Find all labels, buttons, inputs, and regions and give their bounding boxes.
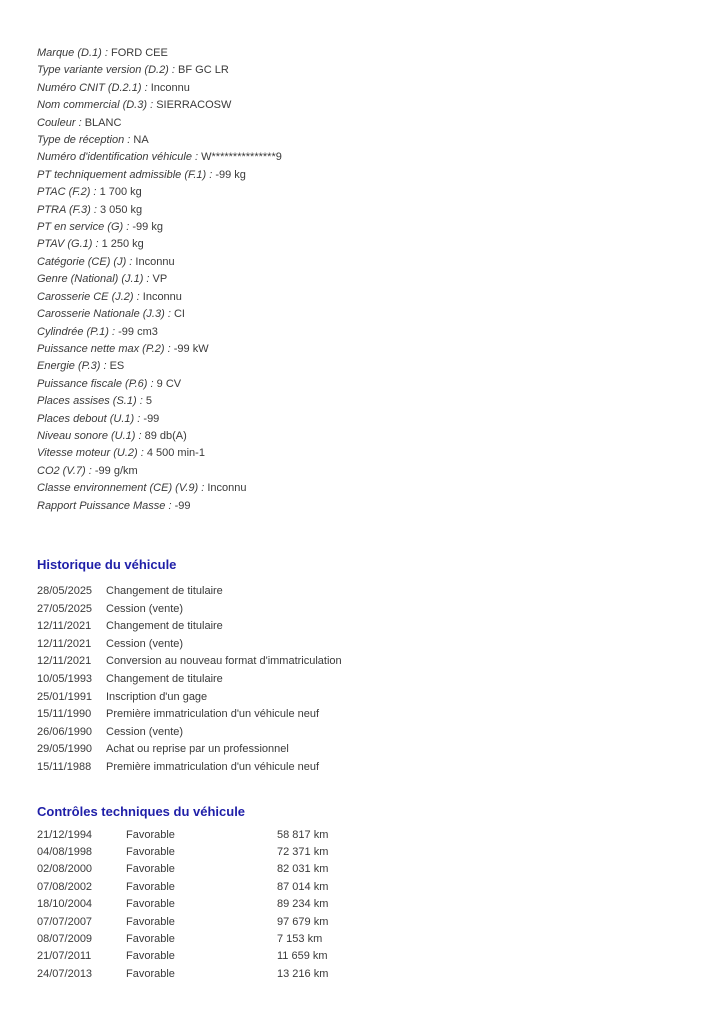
inspection-row	[37, 861, 708, 878]
spec-line	[37, 498, 708, 515]
spec-value: BF GC LR	[178, 64, 229, 77]
inspection-row	[37, 931, 708, 948]
spec-label: PTRA (F.3) :	[37, 203, 97, 216]
spec-value: -99 cm3	[118, 325, 158, 338]
spec-line	[37, 202, 708, 219]
inspection-km: 89 234 km	[277, 898, 329, 911]
spec-value: Inconnu	[150, 81, 190, 94]
spec-value: CI	[173, 308, 185, 321]
inspection-result: Favorable	[126, 863, 175, 876]
spec-value: 1 250 kg	[101, 238, 144, 251]
inspection-date: 08/07/2009	[37, 932, 93, 945]
history-row	[37, 583, 708, 601]
history-row	[37, 689, 708, 707]
spec-line	[37, 167, 708, 184]
vehicle-specs-section	[37, 45, 708, 515]
inspection-km: 87 014 km	[277, 880, 329, 893]
spec-label: PT techniquement admissible (F.1) :	[37, 168, 213, 181]
spec-line	[37, 271, 708, 288]
history-row	[37, 636, 708, 654]
inspection-result: Favorable	[126, 932, 175, 945]
spec-value: 3 050 kg	[99, 203, 143, 216]
spec-label: Classe environnement (CE) (V.9) :	[37, 482, 205, 495]
spec-label: Numéro CNIT (D.2.1) :	[37, 81, 148, 94]
history-row	[37, 759, 708, 777]
inspection-result: Favorable	[126, 845, 175, 858]
spec-value: 9 CV	[156, 377, 182, 390]
history-event: Changement de titulaire	[106, 584, 223, 597]
spec-label: PTAV (G.1) :	[37, 238, 99, 251]
spec-label: Niveau sonore (U.1) :	[37, 429, 142, 442]
history-date: 12/11/2021	[37, 655, 92, 668]
inspection-date: 21/07/2011	[37, 950, 92, 963]
spec-label: Places debout (U.1) :	[37, 412, 141, 425]
spec-label: Puissance fiscale (P.6) :	[37, 377, 154, 390]
spec-label: Couleur :	[37, 116, 82, 129]
spec-label: Nom commercial (D.3) :	[37, 99, 154, 112]
spec-label: Rapport Puissance Masse :	[37, 499, 172, 512]
inspection-result: Favorable	[126, 828, 175, 841]
history-event: Cession (vente)	[106, 602, 184, 615]
inspection-row	[37, 827, 708, 844]
inspection-date: 21/12/1994	[37, 828, 93, 841]
history-event: Changement de titulaire	[106, 672, 223, 685]
spec-line	[37, 306, 708, 323]
history-row	[37, 653, 708, 671]
spec-value: W***************9	[201, 151, 282, 164]
spec-value: 89 db(A)	[144, 429, 187, 442]
spec-label: Genre (National) (J.1) :	[37, 273, 150, 286]
history-date: 26/06/1990	[37, 725, 93, 738]
history-date: 12/11/2021	[37, 620, 92, 633]
history-event: Changement de titulaire	[106, 620, 223, 633]
spec-value: Inconnu	[207, 482, 247, 495]
spec-line	[37, 149, 708, 166]
spec-line	[37, 254, 708, 271]
spec-value: FORD CEE	[110, 47, 168, 59]
spec-label: Type variante version (D.2) :	[37, 64, 175, 77]
spec-value: 4 500 min-1	[146, 447, 205, 460]
spec-line	[37, 463, 708, 480]
spec-value: VP	[152, 273, 168, 286]
spec-label: PTAC (F.2) :	[37, 186, 97, 199]
spec-value: -99 g/km	[94, 464, 138, 477]
spec-label: PT en service (G) :	[37, 221, 130, 234]
spec-line	[37, 411, 708, 428]
spec-value: NA	[133, 134, 149, 147]
history-date: 29/05/1990	[37, 743, 93, 756]
spec-label: Puissance nette max (P.2) :	[37, 342, 171, 355]
inspection-result: Favorable	[126, 880, 175, 893]
spec-label: Numéro d'identification véhicule :	[37, 151, 199, 164]
history-date: 15/11/1990	[37, 708, 92, 721]
spec-line	[37, 341, 708, 358]
inspections-section-title: Contrôles techniques du véhicule	[37, 803, 246, 819]
history-event: Conversion au nouveau format d'immatriculation	[106, 655, 342, 668]
inspection-row	[37, 879, 708, 896]
inspection-result: Favorable	[126, 950, 175, 963]
inspection-row	[37, 896, 708, 913]
spec-value: -99 kg	[215, 168, 246, 181]
spec-value: BLANC	[84, 116, 122, 129]
history-event: Première immatriculation d'un véhicule neuf	[106, 708, 320, 721]
spec-label: Places assises (S.1) :	[37, 395, 143, 408]
spec-line	[37, 393, 708, 410]
spec-line	[37, 289, 708, 306]
history-event: Première immatriculation d'un véhicule neuf	[106, 760, 320, 773]
spec-value: Inconnu	[135, 255, 175, 268]
spec-line	[37, 80, 708, 97]
history-date: 27/05/2025	[37, 602, 93, 615]
spec-label: Energie (P.3) :	[37, 360, 107, 373]
history-row	[37, 741, 708, 759]
inspection-date: 04/08/1998	[37, 845, 93, 858]
spec-line	[37, 376, 708, 393]
spec-value: ES	[109, 360, 125, 373]
history-date: 10/05/1993	[37, 672, 93, 685]
spec-value: Inconnu	[142, 290, 182, 303]
history-date: 28/05/2025	[37, 584, 93, 597]
spec-line	[37, 324, 708, 341]
inspection-date: 07/08/2002	[37, 880, 93, 893]
spec-line	[37, 97, 708, 114]
spec-label: Vitesse moteur (U.2) :	[37, 447, 144, 460]
spec-value: 5	[145, 395, 152, 408]
spec-value: -99	[143, 412, 160, 425]
spec-value: -99 kg	[132, 221, 163, 234]
spec-line	[37, 358, 708, 375]
inspection-km: 72 371 km	[277, 845, 329, 858]
spec-line	[37, 115, 708, 132]
spec-label: Carosserie Nationale (J.3) :	[37, 308, 171, 321]
history-date: 12/11/2021	[37, 637, 92, 650]
inspection-km: 82 031 km	[277, 863, 329, 876]
inspection-date: 18/10/2004	[37, 898, 93, 911]
inspection-date: 07/07/2007	[37, 915, 93, 928]
spec-label: Marque (D.1) :	[37, 47, 108, 59]
inspection-row	[37, 966, 708, 983]
history-date: 15/11/1988	[37, 760, 92, 773]
spec-line	[37, 184, 708, 201]
spec-line	[37, 45, 708, 62]
inspection-km: 97 679 km	[277, 915, 329, 928]
history-event: Achat ou reprise par un professionnel	[106, 743, 289, 756]
history-row	[37, 724, 708, 742]
inspection-row	[37, 844, 708, 861]
history-row	[37, 706, 708, 724]
spec-line	[37, 219, 708, 236]
spec-line	[37, 132, 708, 149]
history-row	[37, 601, 708, 619]
spec-label: Type de réception :	[37, 134, 131, 147]
inspection-row	[37, 914, 708, 931]
inspection-km: 58 817 km	[277, 828, 329, 841]
spec-line	[37, 428, 708, 445]
spec-line	[37, 480, 708, 497]
spec-value: -99 kW	[173, 342, 209, 355]
history-event: Cession (vente)	[106, 637, 184, 650]
spec-line	[37, 236, 708, 253]
history-date: 25/01/1991	[37, 690, 93, 703]
spec-line	[37, 62, 708, 79]
inspection-result: Favorable	[126, 898, 175, 911]
spec-label: Catégorie (CE) (J) :	[37, 255, 133, 268]
inspections-table	[37, 827, 708, 984]
history-event: Cession (vente)	[106, 725, 184, 738]
inspection-date: 02/08/2000	[37, 863, 93, 876]
inspection-result: Favorable	[126, 967, 175, 980]
spec-label: CO2 (V.7) :	[37, 464, 92, 477]
history-table	[37, 583, 708, 777]
inspection-km: 13 216 km	[277, 967, 329, 980]
history-row	[37, 671, 708, 689]
inspection-date: 24/07/2013	[37, 967, 93, 980]
inspection-row	[37, 948, 708, 965]
history-section-title: Historique du véhicule	[37, 556, 177, 572]
history-row	[37, 618, 708, 636]
inspection-km: 7 153 km	[277, 932, 323, 945]
inspection-result: Favorable	[126, 915, 175, 928]
spec-line	[37, 445, 708, 462]
spec-label: Carosserie CE (J.2) :	[37, 290, 140, 303]
spec-value: 1 700 kg	[99, 186, 142, 199]
spec-value: SIERRACOSW	[156, 99, 232, 112]
spec-value: -99	[174, 499, 191, 512]
history-event: Inscription d'un gage	[106, 690, 208, 703]
spec-label: Cylindrée (P.1) :	[37, 325, 116, 338]
inspection-km: 11 659 km	[277, 950, 328, 963]
